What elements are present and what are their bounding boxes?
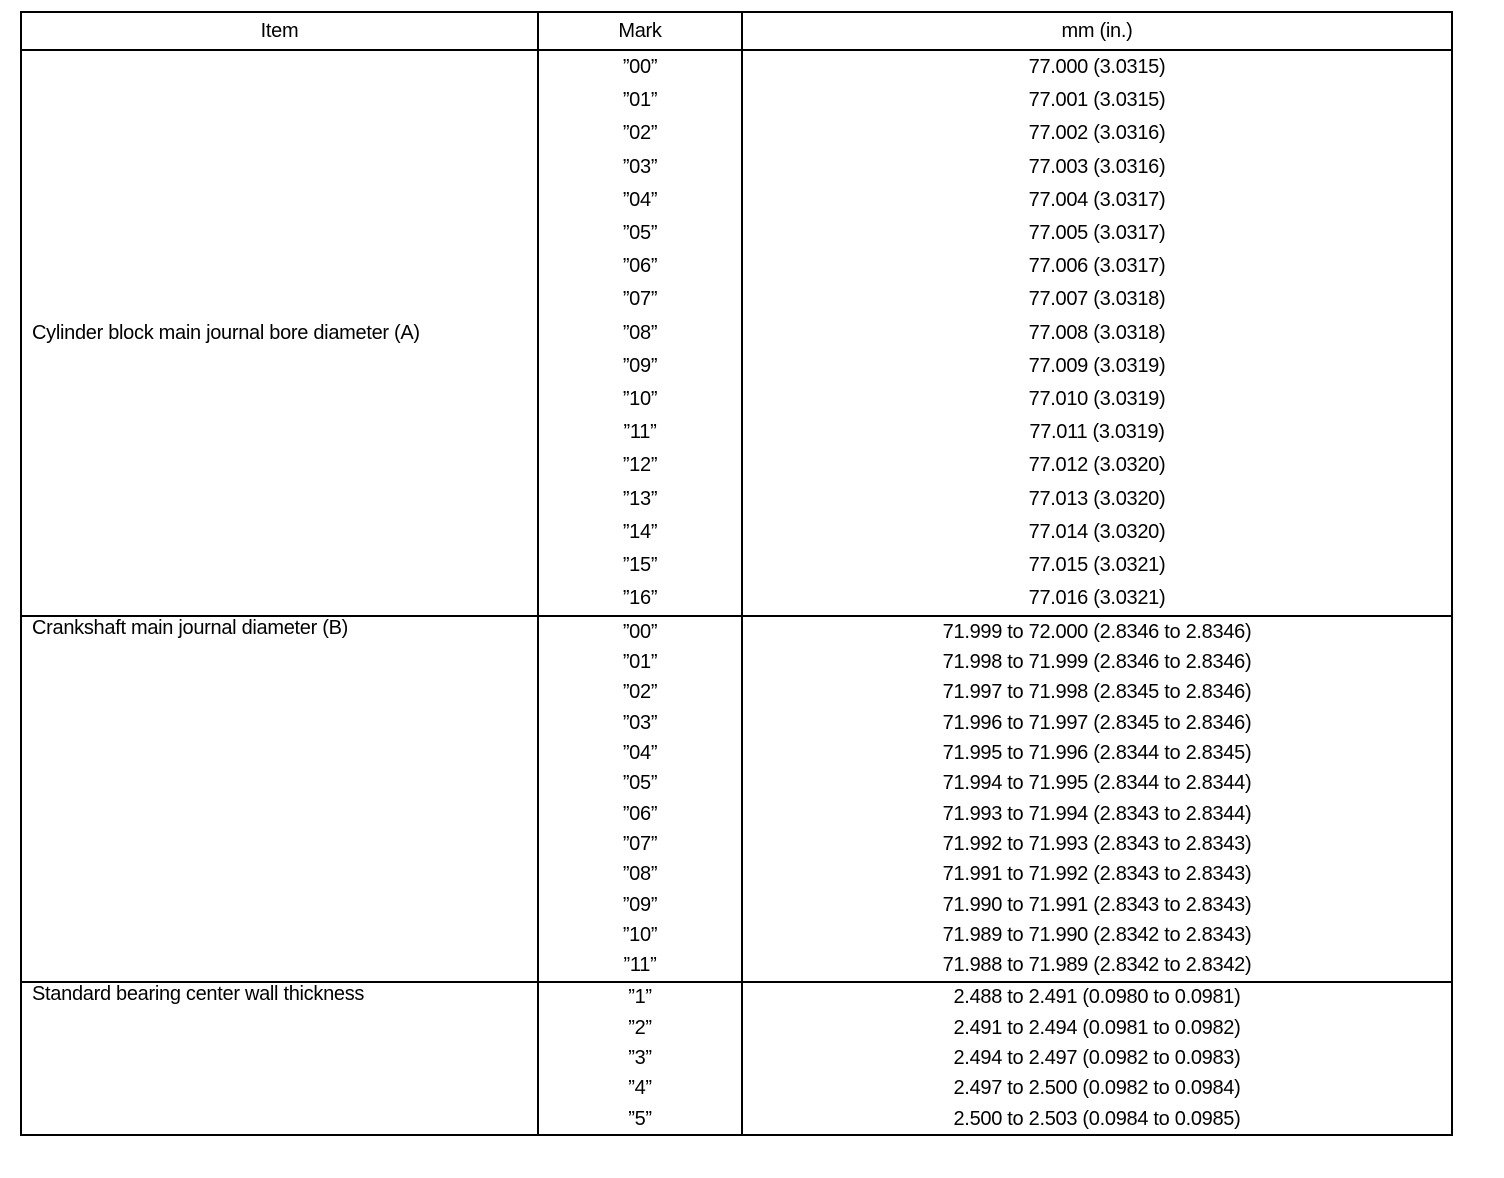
value-cell: 77.015 (3.0321): [742, 549, 1452, 582]
mark-cell: ”00”: [538, 616, 742, 647]
mark-cell: ”2”: [538, 1013, 742, 1043]
value-cell: 71.995 to 71.996 (2.8344 to 2.8345): [742, 738, 1452, 768]
mark-cell: ”1”: [538, 982, 742, 1013]
value-cell: 71.990 to 71.991 (2.8343 to 2.8343): [742, 890, 1452, 920]
mark-cell: ”10”: [538, 920, 742, 950]
mark-cell: ”04”: [538, 738, 742, 768]
item-cell: Crankshaft main journal diameter (B): [21, 616, 538, 982]
mark-cell: ”08”: [538, 860, 742, 890]
value-cell: 71.999 to 72.000 (2.8346 to 2.8346): [742, 616, 1452, 647]
value-cell: 71.989 to 71.990 (2.8342 to 2.8343): [742, 920, 1452, 950]
spec-table: [20, 11, 1453, 1136]
value-cell: 77.009 (3.0319): [742, 350, 1452, 383]
mark-cell: ”11”: [538, 416, 742, 449]
mark-cell: ”04”: [538, 184, 742, 217]
header-item: Item: [21, 12, 538, 50]
mark-cell: ”06”: [538, 250, 742, 283]
table-row: [21, 50, 1452, 84]
value-cell: 2.497 to 2.500 (0.0982 to 0.0984): [742, 1074, 1452, 1104]
mark-cell: ”03”: [538, 708, 742, 738]
mark-cell: ”13”: [538, 482, 742, 515]
mark-cell: ”07”: [538, 829, 742, 859]
mark-cell: ”10”: [538, 383, 742, 416]
mark-cell: ”16”: [538, 582, 742, 616]
value-cell: 77.005 (3.0317): [742, 217, 1452, 250]
mark-cell: ”4”: [538, 1074, 742, 1104]
value-cell: 77.004 (3.0317): [742, 184, 1452, 217]
value-cell: 77.003 (3.0316): [742, 151, 1452, 184]
value-cell: 77.012 (3.0320): [742, 449, 1452, 482]
value-cell: 77.013 (3.0320): [742, 482, 1452, 515]
table-header: [21, 12, 1452, 50]
mark-cell: ”03”: [538, 151, 742, 184]
value-cell: 2.500 to 2.503 (0.0984 to 0.0985): [742, 1104, 1452, 1135]
mark-cell: ”09”: [538, 890, 742, 920]
value-cell: 2.488 to 2.491 (0.0980 to 0.0981): [742, 982, 1452, 1013]
mark-cell: ”07”: [538, 283, 742, 316]
mark-cell: ”5”: [538, 1104, 742, 1135]
mark-cell: ”01”: [538, 647, 742, 677]
value-cell: 77.016 (3.0321): [742, 582, 1452, 616]
mark-cell: ”02”: [538, 678, 742, 708]
value-cell: 71.994 to 71.995 (2.8344 to 2.8344): [742, 769, 1452, 799]
value-cell: 77.002 (3.0316): [742, 117, 1452, 150]
value-cell: 2.494 to 2.497 (0.0982 to 0.0983): [742, 1043, 1452, 1073]
mark-cell: ”3”: [538, 1043, 742, 1073]
value-cell: 2.491 to 2.494 (0.0981 to 0.0982): [742, 1013, 1452, 1043]
header-row: [21, 12, 1452, 50]
value-cell: 77.008 (3.0318): [742, 317, 1452, 350]
mark-cell: ”05”: [538, 769, 742, 799]
value-cell: 77.007 (3.0318): [742, 283, 1452, 316]
table-row: [21, 982, 1452, 1013]
value-cell: 77.000 (3.0315): [742, 50, 1452, 84]
value-cell: 71.997 to 71.998 (2.8345 to 2.8346): [742, 678, 1452, 708]
mark-cell: ”00”: [538, 50, 742, 84]
mark-cell: ”09”: [538, 350, 742, 383]
header-mark: Mark: [538, 12, 742, 50]
mark-cell: ”12”: [538, 449, 742, 482]
value-cell: 71.988 to 71.989 (2.8342 to 2.8342): [742, 950, 1452, 981]
value-cell: 71.996 to 71.997 (2.8345 to 2.8346): [742, 708, 1452, 738]
value-cell: 77.001 (3.0315): [742, 84, 1452, 117]
mark-cell: ”14”: [538, 516, 742, 549]
mark-cell: ”06”: [538, 799, 742, 829]
mark-cell: ”11”: [538, 950, 742, 981]
value-cell: 77.010 (3.0319): [742, 383, 1452, 416]
group-bearing-wall-thickness: [21, 982, 1452, 1135]
mark-cell: ”02”: [538, 117, 742, 150]
item-cell: Standard bearing center wall thickness: [21, 982, 538, 1135]
value-cell: 71.998 to 71.999 (2.8346 to 2.8346): [742, 647, 1452, 677]
mark-cell: ”08”: [538, 317, 742, 350]
mark-cell: ”15”: [538, 549, 742, 582]
table-row: [21, 616, 1452, 647]
value-cell: 71.993 to 71.994 (2.8343 to 2.8344): [742, 799, 1452, 829]
value-cell: 71.992 to 71.993 (2.8343 to 2.8343): [742, 829, 1452, 859]
value-cell: 77.006 (3.0317): [742, 250, 1452, 283]
value-cell: 71.991 to 71.992 (2.8343 to 2.8343): [742, 860, 1452, 890]
group-crankshaft-journal: [21, 616, 1452, 982]
value-cell: 77.014 (3.0320): [742, 516, 1452, 549]
mark-cell: ”05”: [538, 217, 742, 250]
item-cell: Cylinder block main journal bore diameter (A): [21, 50, 538, 616]
mark-cell: ”01”: [538, 84, 742, 117]
value-cell: 77.011 (3.0319): [742, 416, 1452, 449]
group-cylinder-block-bore: [21, 50, 1452, 616]
header-mm: mm (in.): [742, 12, 1452, 50]
